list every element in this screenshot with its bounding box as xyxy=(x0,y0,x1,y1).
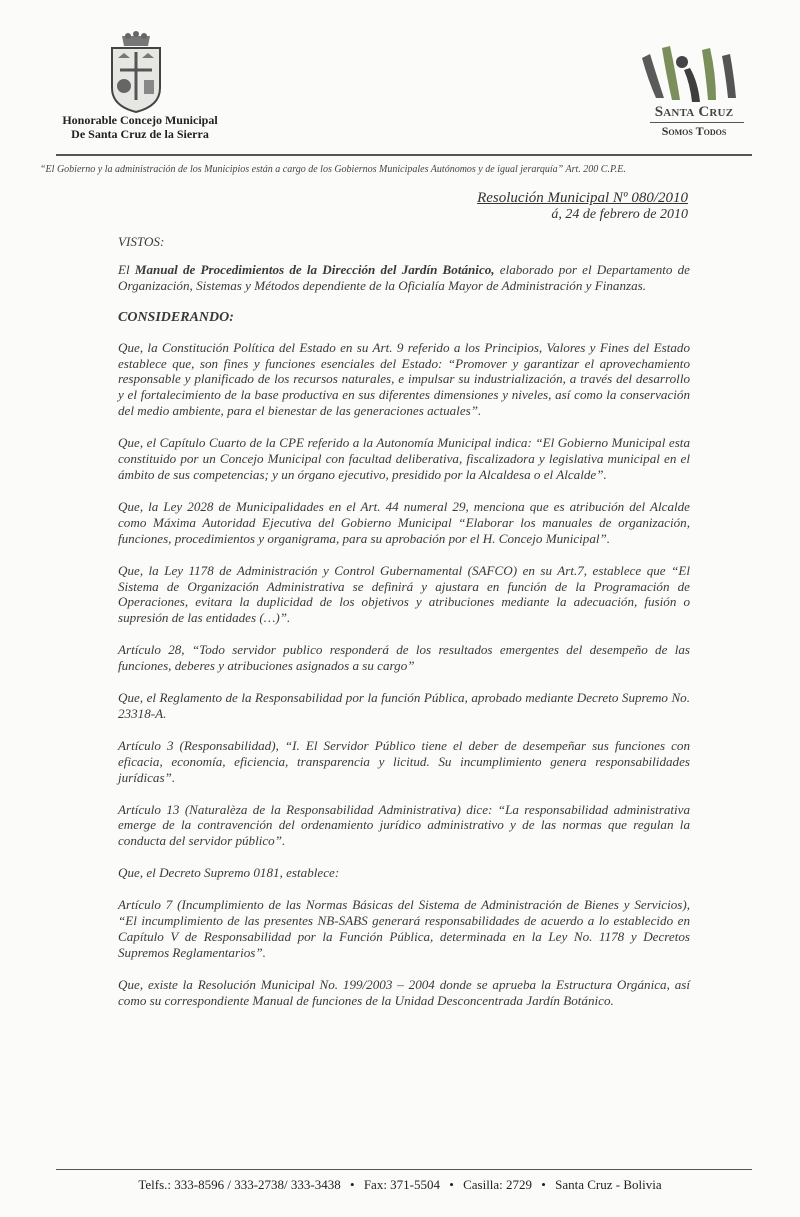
logo-underline xyxy=(650,122,744,123)
paragraph: Que, existe la Resolución Municipal No. 199/2003 – 2004 donde se aprueba la Estructura Orgánica, así como su correspondiente Manual de funciones de la Unidad Desconcentrada Jardín Botánico. xyxy=(118,976,690,1008)
vistos-heading: VISTOS: xyxy=(118,234,165,249)
footer-phones: Telfs.: 333-8596 / 333-2738/ 333-3438 xyxy=(138,1177,341,1192)
document-body xyxy=(118,234,690,1025)
logo-subtitle: Somos Todos xyxy=(661,124,727,138)
org-name-line2: De Santa Cruz de la Sierra xyxy=(71,127,209,141)
paragraph: Que, la Ley 1178 de Administración y Control Gubernamental (SAFCO) en su Art.7, establece que “El Sistema de Organización Administrativa se definirá y ajustara en función de la Programación de Operaciones, evitara la duplicidad de los objetivos y atribuciones mediante la adecuación, fusión o supresión de las entidades (…)”. xyxy=(118,562,690,626)
paragraph: Que, el Capítulo Cuarto de la CPE referido a la Autonomía Municipal indica: “El Gobierno Municipal esta constituido por un Concejo Municipal con facultad deliberativa, fiscalizadora y legislativa municipal en el ámbito de sus competencias; y un órgano ejecutivo, presidido por la Alcaldesa o el Alcalde”. xyxy=(118,435,690,482)
paragraph: Que, el Reglamento de la Responsabilidad por la función Pública, aprobado mediante Decreto Supremo No. 23318-A. xyxy=(118,690,690,721)
footer-bullet: • xyxy=(350,1177,355,1192)
org-name-line1: Honorable Concejo Municipal xyxy=(62,113,218,127)
paragraph: Que, la Ley 2028 de Municipalidades en el Art. 44 numeral 29, menciona que es atribución del Alcalde como Máxima Autoridad Ejecutiva del Gobierno Municipal “Elaborar los manuales de organización, funciones, procedimientos y organigrama, para su aprobación por el H. Concejo Municipal”. xyxy=(118,498,690,546)
paragraph: Artículo 13 (Naturalèza de la Responsabilidad Administrativa) dice: “La responsabilidad administrativa emerge de la contravención del ordenamiento jurídico administrativo y de las normas que regulan la conducta del servidor público”. xyxy=(118,801,690,849)
footer-casilla: Casilla: 2729 xyxy=(463,1177,533,1192)
vistos-text-post: elaborado por el Departamento de Organización, Sistemas y Métodos dependiente de la Oficialía Mayor de Administración y Finanzas. xyxy=(118,261,690,293)
header-divider xyxy=(56,154,752,156)
resolution-date: á, 24 de febrero de 2010 xyxy=(551,207,688,222)
constitution-quote: “El Gobierno y la administración de los Municipios están a cargo de los Gobiernos Municipales Autónomos y de igual jerarquía” Art. 200 C.P.E. xyxy=(40,164,626,175)
vistos-text-pre: El xyxy=(118,261,135,277)
footer-contact xyxy=(0,1177,800,1193)
vistos-paragraph xyxy=(118,262,690,294)
considerando-heading: CONSIDERANDO: xyxy=(118,309,234,325)
paragraph: Que, la Constitución Política del Estado en su Art. 9 referido a los Principios, Valores y Fines del Estado establece que, son fines y funciones esenciales del Estado: “Promover y garantizar el aprovechamiento responsable y planificado de los recursos naturales, e impulsar su industrialización, a través del desarrollo y el fortalecimiento de la base productiva en sus diferentes dimensiones y niveles, así como la conservación del medio ambiente, para el bienestar de las generaciones actuales”. xyxy=(118,339,690,419)
paragraph: Artículo 7 (Incumplimiento de las Normas Básicas del Sistema de Administración de Bienes y Servicios), “El incumplimiento de las presentes NB-SABS generará responsabilidades de acuerdo a lo establecido en Capítulo V de Responsabilidad por la Función Pública, determinada en la Ley No. 1178 y Decretos Supremos Reglamentarios”. xyxy=(118,897,690,960)
footer-bullet: • xyxy=(449,1177,454,1192)
paragraph: Que, el Decreto Supremo 0181, establece: xyxy=(118,865,340,881)
resolution-title: Resolución Municipal Nº 080/2010 xyxy=(477,190,688,206)
footer-fax: Fax: 371-5504 xyxy=(363,1177,441,1192)
footer-divider xyxy=(56,1169,752,1170)
paragraph: Artículo 28, “Todo servidor publico responderá de los resultados emergentes del desempeño de las funciones, deberes y atribuciones asignados a su cargo” xyxy=(118,642,690,674)
logo-title: Santa Cruz xyxy=(654,104,734,120)
paragraph: Artículo 3 (Responsabilidad), “I. El Servidor Público tiene el deber de desempeñar sus funciones con eficacia, economía, eficiencia, transparencia y licitud. Su incumplimiento genera responsabilidades jurídicas”. xyxy=(118,737,690,785)
vistos-text-bold: Manual de Procedimientos de la Dirección del Jardín Botánico, xyxy=(134,261,495,277)
footer-city: Santa Cruz - Bolivia xyxy=(555,1177,662,1192)
coat-of-arms-icon xyxy=(104,30,168,114)
footer-bullet: • xyxy=(541,1177,546,1192)
letterhead xyxy=(0,0,800,175)
org-name xyxy=(40,113,240,141)
